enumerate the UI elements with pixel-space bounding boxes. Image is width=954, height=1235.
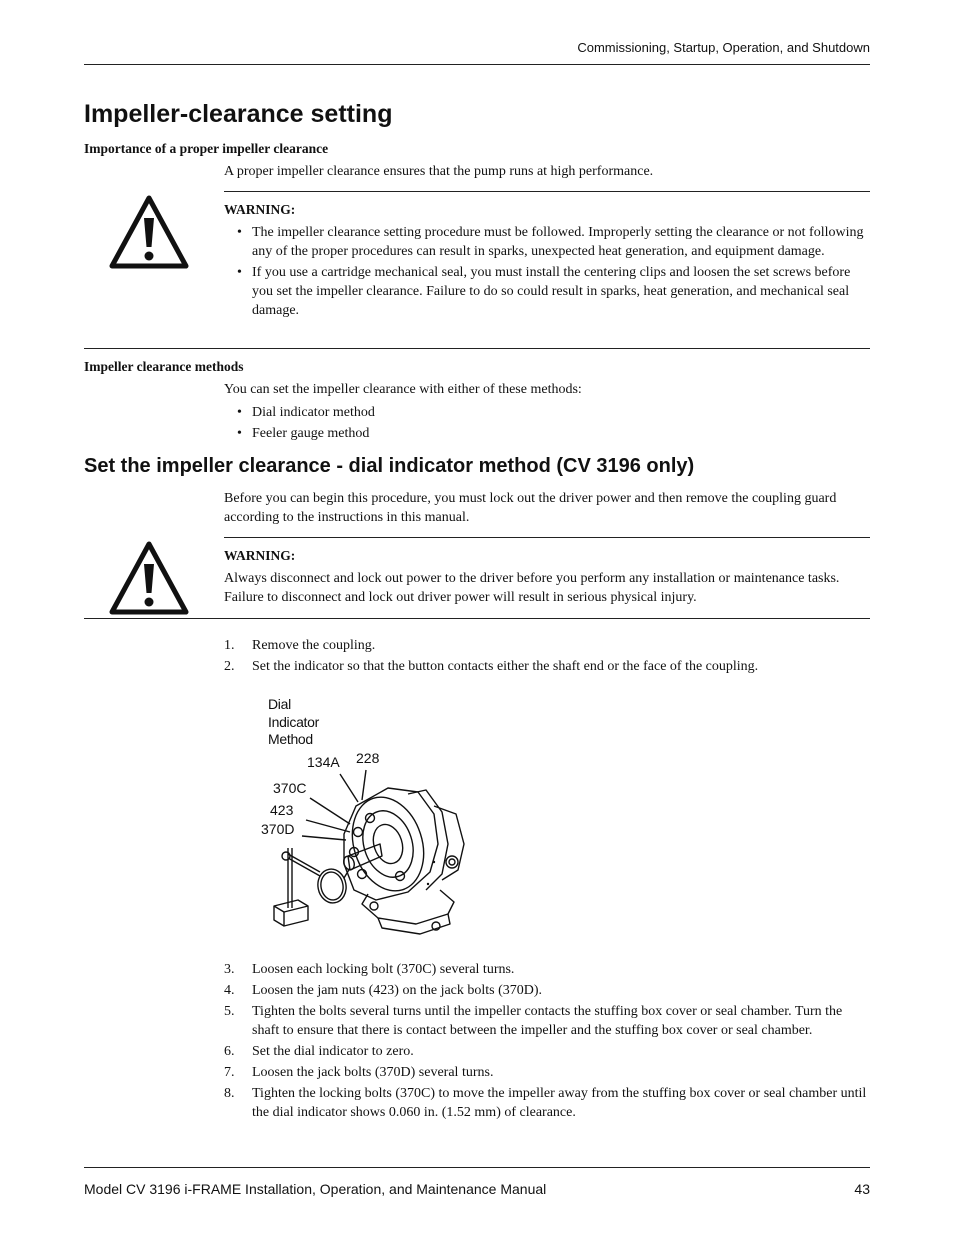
importance-text: A proper impeller clearance ensures that the pump runs at high performance. <box>224 164 654 179</box>
dial-intro-text: Before you can begin this procedure, you must lock out the driver power and then remove the coupling guard according to the instructions in this manual. <box>224 491 837 525</box>
step-number: 6. <box>224 1044 235 1059</box>
step-text: Set the dial indicator to zero. <box>252 1044 414 1059</box>
step-number: 1. <box>224 638 235 653</box>
footer-manual-title: Model CV 3196 i-FRAME Installation, Operation, and Maintenance Manual <box>84 1181 547 1197</box>
footer-rule <box>84 1167 870 1168</box>
list-item: • Feeler gauge method <box>224 424 870 443</box>
warning1-body <box>224 223 870 322</box>
list-item <box>224 1002 870 1040</box>
step-number: 4. <box>224 983 235 998</box>
list-item <box>224 1042 870 1061</box>
step-number: 3. <box>224 962 235 977</box>
warning1-bullet: • If you use a cartridge mechanical seal, you must install the centering clips and loosen the set screws before you set the impeller clearance. Failure to do so could result in sparks, heat generation, and mechanical seal damage. <box>224 263 870 320</box>
steps-list-a <box>224 636 870 678</box>
callout-423: 423 <box>270 802 294 818</box>
warning2-label: WARNING: <box>224 548 296 563</box>
callout-228: 228 <box>356 750 380 766</box>
warning2-text: Always disconnect and lock out power to the driver before you perform any installation or maintenance tasks. Failure to disconnect and lock out driver power will result in serious physical injury. <box>224 571 840 605</box>
dial-indicator-pump-illustration <box>258 694 488 954</box>
header-rule <box>84 64 870 65</box>
list-item <box>224 1063 870 1082</box>
step-number: 7. <box>224 1065 235 1080</box>
warning1-bottom-rule <box>84 348 870 349</box>
section-title-dial-indicator: Set the impeller clearance - dial indicator method (CV 3196 only) <box>84 455 695 477</box>
list-item <box>224 636 870 655</box>
warning-triangle-icon <box>108 540 190 616</box>
list-item <box>224 657 870 676</box>
methods-heading: Impeller clearance methods <box>84 359 244 374</box>
methods-list <box>224 403 870 445</box>
callout-370c: 370C <box>273 780 307 796</box>
running-header: Commissioning, Startup, Operation, and Shutdown <box>577 40 870 55</box>
warning-triangle-icon <box>108 194 190 270</box>
step-number: 2. <box>224 659 235 674</box>
section-title-impeller-clearance: Impeller-clearance setting <box>84 100 393 128</box>
step-text: Loosen each locking bolt (370C) several turns. <box>252 962 515 977</box>
warning1-label: WARNING: <box>224 202 296 217</box>
list-item <box>224 1084 870 1122</box>
steps-list-b <box>224 960 870 1124</box>
figure-title-line: Indicator <box>268 713 319 730</box>
list-item: • Dial indicator method <box>224 403 870 422</box>
step-text: Loosen the jam nuts (423) on the jack bolts (370D). <box>252 983 543 998</box>
callout-370d: 370D <box>261 821 295 837</box>
list-item <box>224 960 870 979</box>
callout-134a: 134A <box>307 754 340 770</box>
list-item <box>224 981 870 1000</box>
step-text: Loosen the jack bolts (370D) several turns. <box>252 1065 494 1080</box>
page-number: 43 <box>854 1181 870 1197</box>
figure-title-line: Method <box>268 731 313 747</box>
importance-heading: Importance of a proper impeller clearance <box>84 141 329 156</box>
warning2-bottom-rule <box>84 618 870 619</box>
figure-title-line: Dial <box>268 696 291 712</box>
methods-intro: You can set the impeller clearance with either of these methods: <box>224 382 582 397</box>
step-text: Remove the coupling. <box>252 638 376 653</box>
step-number: 5. <box>224 1004 235 1019</box>
warning1-top-rule <box>224 191 870 192</box>
step-text: Set the indicator so that the button contacts either the shaft end or the face of the coupling. <box>252 659 759 674</box>
step-text: Tighten the locking bolts (370C) to move the impeller away from the stuffing box cover or seal chamber until the dial indicator shows 0.060 in. (1.52 mm) of clearance. <box>252 1086 867 1120</box>
step-number: 8. <box>224 1086 235 1101</box>
step-text: Tighten the bolts several turns until the impeller contacts the stuffing box cover or seal chamber. Turn the shaft to ensure that there is contact between the impeller and the stuffing box cover or seal chamber. <box>252 1004 843 1038</box>
warning2-top-rule <box>224 537 870 538</box>
warning1-bullet: • The impeller clearance setting procedure must be followed. Improperly setting the clearance or not following any of the proper procedures can result in sparks, unexpected heat generation, and equipment damage. <box>224 223 870 261</box>
